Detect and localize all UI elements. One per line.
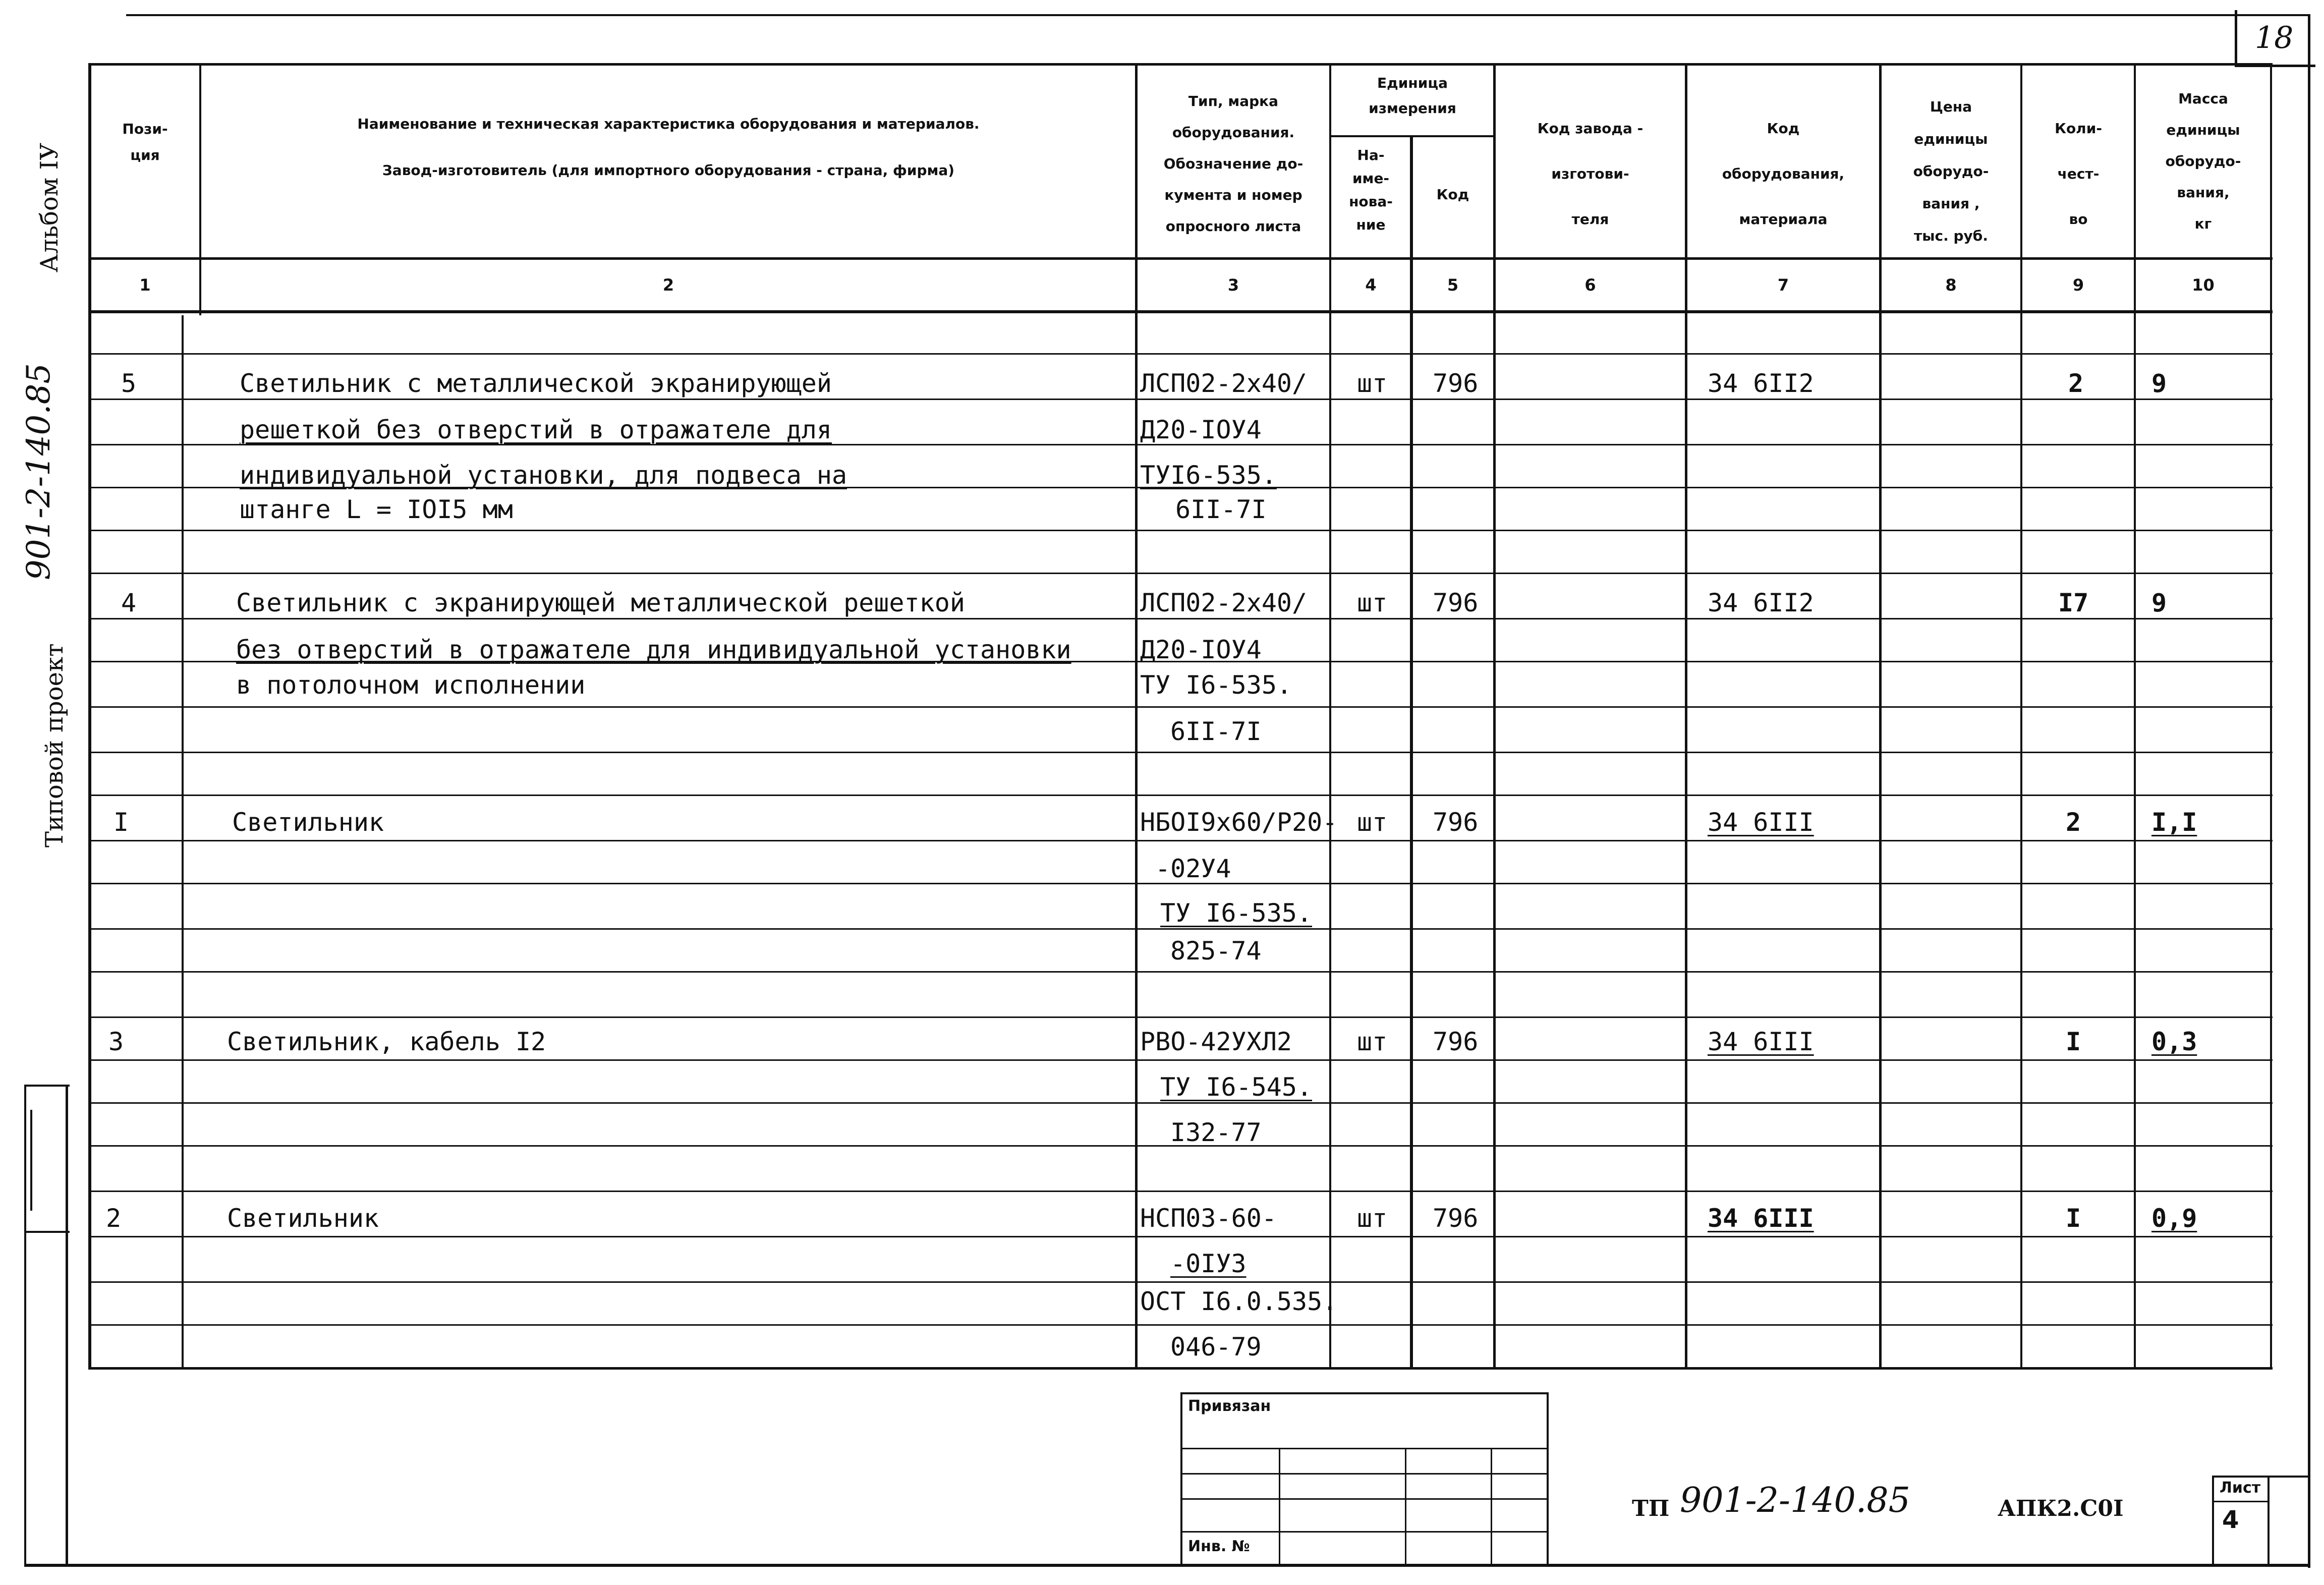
- header-mass-l1: Масса: [2178, 90, 2228, 107]
- row-5-type-4: 6II-7I: [1175, 495, 1267, 524]
- row-line: [88, 795, 2273, 796]
- col-line-1: [199, 63, 201, 315]
- header-price-l3: оборудо-: [1913, 163, 1989, 180]
- row-3-qty: I: [2066, 1027, 2081, 1056]
- row-1-unit: шт: [1357, 808, 1388, 837]
- row-3-type-1: РВО-42УХЛ2: [1140, 1027, 1292, 1056]
- side-strip-mark: [30, 1110, 32, 1211]
- row-line: [88, 573, 2273, 574]
- row-1-qty: 2: [2066, 808, 2081, 837]
- sheet-corner-number: 18: [2255, 20, 2294, 55]
- col-number-8: 8: [1945, 275, 1957, 295]
- side-project-number: 901-2-140.85: [20, 363, 58, 580]
- stamp-col-2: [1405, 1448, 1406, 1564]
- row-line: [88, 1236, 2273, 1237]
- stamp-box-right: [1547, 1392, 1549, 1564]
- header-equipment-code-l3: материала: [1739, 211, 1828, 228]
- row-4-unit: шт: [1357, 588, 1388, 617]
- row-3-name-1: Светильник, кабель I2: [227, 1027, 546, 1056]
- row-line: [88, 971, 2273, 973]
- units-divider: [1329, 135, 1496, 137]
- sheet-box-top: [2212, 1476, 2310, 1478]
- row-1-type-3: ТУ I6-535.: [1160, 898, 1313, 928]
- stamp-row-2: [1180, 1473, 1549, 1475]
- col-number-1: 1: [139, 275, 151, 295]
- row-5-type-2: Д20-IOУ4: [1140, 415, 1262, 444]
- row-3-mass: 0,3: [2151, 1027, 2197, 1056]
- header-name-l2: Завод-изготовитель (для импортного оборудования - страна, фирма): [382, 162, 955, 179]
- row-4-type-3: ТУ I6-535.: [1140, 670, 1292, 700]
- row-line: [88, 530, 2273, 531]
- header-unit-name-l3: нова-: [1349, 193, 1393, 210]
- table-bottom: [88, 1367, 2273, 1370]
- row-4-type-4: 6II-7I: [1170, 717, 1262, 746]
- row-4-unit-code: 796: [1433, 588, 1479, 617]
- col-number-3: 3: [1227, 275, 1239, 295]
- project-type-label: Типовой проект: [40, 643, 69, 847]
- row-line: [88, 928, 2273, 930]
- row-1-mass: I,I: [2151, 808, 2197, 837]
- header-unit-name-l2: име-: [1352, 170, 1390, 187]
- header-equipment-code: [1687, 106, 1879, 242]
- header-unit-name-l4: ние: [1356, 216, 1386, 233]
- sheet-label: Лист: [2220, 1479, 2261, 1497]
- row-1-code: 34 6III: [1708, 808, 1814, 837]
- row-4-name-1: Светильник с экранирующей металлической решеткой: [236, 588, 965, 617]
- header-mass: [2136, 83, 2270, 240]
- row-4-mass: 9: [2151, 588, 2167, 617]
- row-line: [88, 1016, 2273, 1018]
- row-4-qty: I7: [2058, 588, 2089, 617]
- row-3-type-3: I32-77: [1170, 1118, 1262, 1147]
- col-number-9: 9: [2072, 275, 2084, 295]
- row-line: [88, 618, 2273, 619]
- header-price: [1882, 91, 2020, 252]
- row-line: [88, 1059, 2273, 1061]
- stamp-doc-number: 901-2-140.85: [1680, 1481, 1910, 1520]
- header-units: [1332, 71, 1493, 121]
- row-line: [88, 1324, 2273, 1326]
- col-number-5: 5: [1447, 275, 1459, 295]
- sheet-number: 4: [2222, 1506, 2239, 1534]
- header-mass-l4: вания,: [2177, 184, 2230, 201]
- row-line: [88, 1281, 2273, 1283]
- header-equipment-code-l2: оборудования,: [1722, 165, 1845, 182]
- header-equipment-code-l1: Код: [1767, 120, 1800, 137]
- header-units-l1: Единица: [1377, 75, 1448, 91]
- header-mass-l5: кг: [2194, 215, 2212, 232]
- header-unit-name-l1: На-: [1357, 147, 1385, 163]
- stamp-row-3: [1180, 1498, 1549, 1500]
- row-2-type-1: НСП03-60-: [1140, 1204, 1277, 1233]
- stamp-doc-code: АПК2.С0I: [1998, 1496, 2124, 1521]
- row-2-name-1: Светильник: [227, 1204, 379, 1233]
- row-5-type-1: ЛСП02-2x40/: [1140, 369, 1308, 398]
- numbers-bottom: [88, 310, 2273, 313]
- row-1-type-1: НБОI9x60/Р20-: [1140, 808, 1338, 837]
- col-number-2: 2: [662, 275, 674, 295]
- sheet-box-left: [2212, 1476, 2214, 1566]
- row-5-unit: шт: [1357, 369, 1388, 398]
- header-unit-code: Код: [1436, 186, 1469, 203]
- row-line: [88, 1191, 2273, 1192]
- row-5-pos: 5: [121, 369, 137, 398]
- row-2-type-2: -0IУ3: [1170, 1249, 1246, 1278]
- row-5-name-2: решеткой без отверстий в отражателе для: [240, 415, 832, 444]
- header-position-l2: ция: [130, 147, 160, 163]
- header-price-l2: единицы: [1914, 131, 1988, 147]
- row-5-name-1: Светильник с металлической экранирующей: [240, 369, 832, 398]
- header-mass-l2: единицы: [2166, 122, 2240, 138]
- stamp-col-1: [1279, 1448, 1280, 1564]
- row-2-unit: шт: [1357, 1204, 1388, 1233]
- row-2-qty: I: [2066, 1204, 2081, 1233]
- stamp-inv-label: Инв. №: [1188, 1538, 1250, 1555]
- header-name: [202, 111, 1135, 184]
- corner-box-left: [2235, 10, 2237, 66]
- header-position-l1: Пози-: [122, 121, 168, 137]
- header-qty-l2: чест-: [2057, 165, 2100, 182]
- row-2-type-3: ОСТ I6.0.535.: [1140, 1287, 1338, 1316]
- row-5-type-3: ТУI6-535.: [1140, 461, 1277, 490]
- stamp-col-3: [1491, 1448, 1492, 1564]
- row-1-unit-code: 796: [1433, 808, 1479, 837]
- header-units-l2: измерения: [1369, 100, 1456, 117]
- row-line: [88, 353, 2273, 355]
- col-number-6: 6: [1584, 275, 1596, 295]
- row-5-unit-code: 796: [1433, 369, 1479, 398]
- header-factory-code-l2: изготови-: [1551, 165, 1629, 182]
- sheet-box-right: [2268, 1476, 2270, 1566]
- row-5-name-4: штанге L = IOI5 мм: [240, 495, 513, 524]
- row-line: [88, 752, 2273, 753]
- stamp-box-left: [1180, 1392, 1182, 1564]
- row-3-type-2: ТУ I6-545.: [1160, 1072, 1313, 1102]
- sheet-box-mid: [2212, 1501, 2268, 1502]
- row-1-pos: I: [114, 808, 129, 837]
- header-price-l1: Цена: [1930, 98, 1972, 115]
- row-line: [88, 706, 2273, 708]
- row-5-mass: 9: [2151, 369, 2167, 398]
- stamp-box-top: [1180, 1392, 1549, 1394]
- row-4-pos: 4: [121, 588, 137, 617]
- row-4-name-2: без отверстий в отражателе для индивидуальной установки: [236, 635, 1071, 664]
- header-factory-code-l3: теля: [1571, 211, 1609, 228]
- header-factory-code-l1: Код завода -: [1537, 120, 1643, 137]
- row-4-code: 34 6II2: [1708, 588, 1814, 617]
- album-label: Альбом IУ: [35, 142, 64, 272]
- header-type-l2: оборудования.: [1172, 124, 1295, 141]
- header-price-l4: вания ,: [1922, 195, 1980, 212]
- row-2-mass: 0,9: [2151, 1204, 2197, 1233]
- col-number-10: 10: [2192, 275, 2215, 295]
- side-strip-mid: [24, 1231, 70, 1233]
- header-unit-name: [1332, 144, 1410, 237]
- header-type-l1: Тип, марка: [1188, 93, 1279, 109]
- header-mass-l3: оборудо-: [2165, 153, 2241, 169]
- row-line: [88, 1102, 2273, 1104]
- frame-top: [126, 14, 2310, 16]
- row-1-name-1: Светильник: [232, 808, 384, 837]
- row-1-type-4: 825-74: [1170, 936, 1262, 966]
- header-type-l4: кумента и номер: [1164, 187, 1302, 203]
- row-2-type-4: 046-79: [1170, 1332, 1262, 1362]
- frame-right: [2308, 14, 2310, 1568]
- col-number-4: 4: [1365, 275, 1377, 295]
- stamp-row-4: [1180, 1531, 1549, 1533]
- row-2-code: 34 6III: [1708, 1204, 1814, 1233]
- header-qty-l1: Коли-: [2055, 120, 2102, 137]
- stamp-tp: ТП: [1632, 1496, 1670, 1521]
- row-2-pos: 2: [106, 1204, 122, 1233]
- row-4-type-2: Д20-IOУ4: [1140, 635, 1262, 664]
- header-type-l3: Обозначение до-: [1163, 155, 1303, 172]
- header-price-l5: тыс. руб.: [1913, 228, 1988, 244]
- col-line-1b: [182, 315, 184, 1370]
- header-name-l1: Наименование и техническая характеристика оборудования и материалов.: [357, 116, 980, 132]
- header-qty-l3: во: [2069, 211, 2088, 228]
- header-top: [88, 63, 2273, 66]
- header-type: [1140, 86, 1327, 242]
- side-strip-top: [24, 1085, 70, 1087]
- row-5-name-3: индивидуальной установки, для подвеса на: [240, 461, 847, 490]
- header-bottom: [88, 257, 2273, 260]
- row-line: [88, 399, 2273, 400]
- col-number-7: 7: [1777, 275, 1789, 295]
- row-2-unit-code: 796: [1433, 1204, 1479, 1233]
- row-5-code: 34 6II2: [1708, 369, 1814, 398]
- header-type-l5: опросного листа: [1165, 218, 1301, 235]
- row-4-name-3: в потолочном исполнении: [236, 670, 586, 700]
- stamp-row-1: [1180, 1448, 1549, 1449]
- row-3-unit-code: 796: [1433, 1027, 1479, 1056]
- row-5-qty: 2: [2068, 369, 2084, 398]
- frame-bottom: [24, 1564, 2309, 1567]
- row-line: [88, 840, 2273, 841]
- header-factory-code: [1496, 106, 1685, 242]
- header-position: [93, 116, 197, 168]
- stamp-linked-label: Привязан: [1188, 1397, 1271, 1415]
- row-3-pos: 3: [108, 1027, 124, 1056]
- row-1-type-2: -02У4: [1155, 854, 1231, 883]
- side-strip-left: [24, 1085, 26, 1566]
- row-3-unit: шт: [1357, 1027, 1388, 1056]
- row-3-code: 34 6III: [1708, 1027, 1814, 1056]
- row-4-type-1: ЛСП02-2x40/: [1140, 588, 1308, 617]
- header-qty: [2023, 106, 2134, 242]
- frame-left: [66, 1085, 68, 1566]
